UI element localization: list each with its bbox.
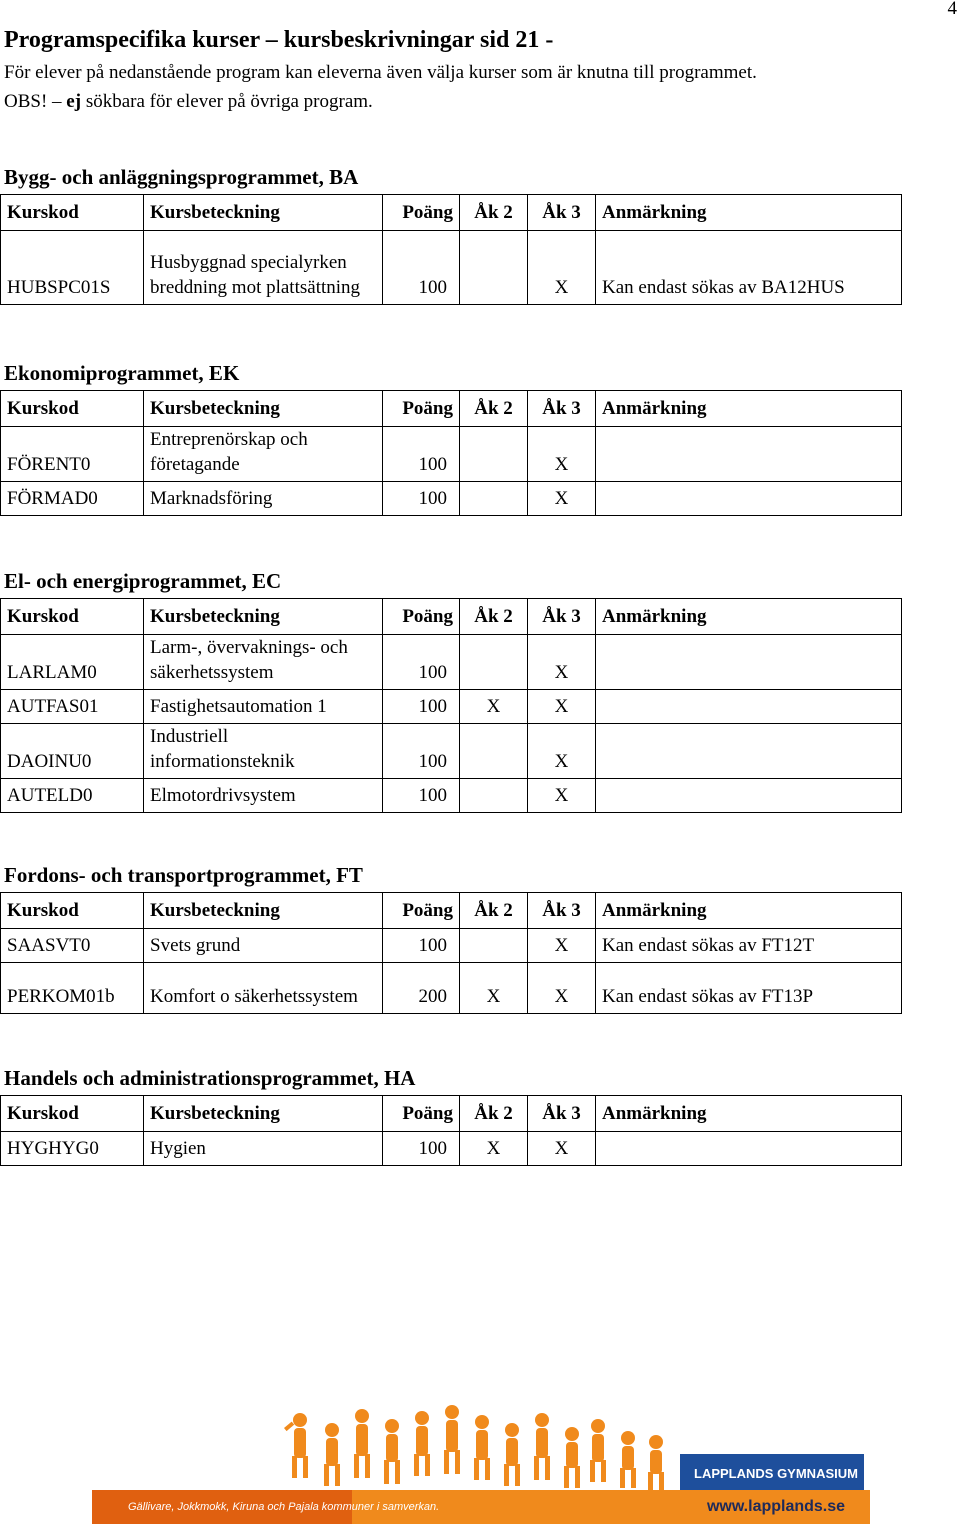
cell-kurskod: HYGHYG0 [1,1132,144,1166]
section-title: El- och energiprogrammet, EC [4,569,282,593]
cell-ak2 [460,929,528,963]
cell-kurskod: FÖRENT0 [1,427,144,482]
table-row [1,690,902,724]
cell-anmarkning [596,482,902,516]
intro-text [4,58,954,116]
cell-kursbeteckning: Entreprenörskap och företagande [144,427,383,482]
header-ak3: Åk 3 [528,893,596,929]
header-kursbeteckning: Kursbeteckning [144,195,383,231]
cell-poang: 200 [383,963,460,1014]
cell-ak3: X [528,231,596,305]
cell-kurskod: AUTELD0 [1,779,144,813]
table-header-row [1,599,902,635]
cell-anmarkning [596,1132,902,1166]
table-header-row [1,195,902,231]
cell-ak2: X [460,963,528,1014]
header-poang: Poäng [383,391,460,427]
section-title: Bygg- och anläggningsprogrammet, BA [4,165,359,189]
header-anmarkning: Anmärkning [596,599,902,635]
header-ak2: Åk 2 [460,1096,528,1132]
cell-kurskod: FÖRMAD0 [1,482,144,516]
cell-kursbeteckning: Komfort o säkerhetssystem [144,963,383,1014]
cell-kurskod: HUBSPC01S [1,231,144,305]
cell-ak2 [460,427,528,482]
cell-ak3: X [528,427,596,482]
table-header-row [1,1096,902,1132]
cell-ak3: X [528,963,596,1014]
section-ha [0,1065,902,1166]
header-kurskod: Kurskod [1,195,144,231]
section-ek [0,360,902,516]
course-table [0,1095,902,1166]
cell-kursbeteckning: Fastighetsautomation 1 [144,690,383,724]
header-anmarkning: Anmärkning [596,1096,902,1132]
section-ba [0,164,902,305]
header-kursbeteckning: Kursbeteckning [144,599,383,635]
footer-banner [92,1404,870,1524]
cell-ak3: X [528,929,596,963]
cell-poang: 100 [383,690,460,724]
people-silhouettes-icon [284,1405,664,1490]
cell-kursbeteckning: Husbyggnad specialyrken breddning mot plattsättning [144,231,383,305]
cell-ak3: X [528,635,596,690]
cell-kursbeteckning: Industriell informationsteknik [144,724,383,779]
obs-bold: ej [66,91,82,112]
cell-ak3: X [528,690,596,724]
cell-poang: 100 [383,929,460,963]
header-kursbeteckning: Kursbeteckning [144,391,383,427]
header-ak2: Åk 2 [460,893,528,929]
cell-ak3: X [528,482,596,516]
cell-kurskod: LARLAM0 [1,635,144,690]
page-title: Programspecifika kurser – kursbeskrivningar sid 21 - [4,27,554,53]
table-row [1,231,902,305]
table-header-row [1,391,902,427]
header-poang: Poäng [383,195,460,231]
header-ak3: Åk 3 [528,1096,596,1132]
table-row [1,482,902,516]
header-ak3: Åk 3 [528,391,596,427]
cell-ak2 [460,482,528,516]
header-kurskod: Kurskod [1,391,144,427]
cell-ak2: X [460,690,528,724]
cell-anmarkning [596,635,902,690]
header-ak2: Åk 2 [460,599,528,635]
table-row [1,427,902,482]
course-table [0,390,902,516]
cell-anmarkning: Kan endast sökas av FT13P [596,963,902,1014]
intro-line-1: För elever på nedanstående program kan eleverna även välja kurser som är knutna till programmet. [4,62,757,83]
table-header-row [1,893,902,929]
cell-kursbeteckning: Hygien [144,1132,383,1166]
cell-anmarkning [596,779,902,813]
table-row [1,724,902,779]
header-kursbeteckning: Kursbeteckning [144,893,383,929]
table-row [1,635,902,690]
header-kurskod: Kurskod [1,599,144,635]
header-poang: Poäng [383,1096,460,1132]
table-row [1,1132,902,1166]
header-kurskod: Kurskod [1,893,144,929]
header-ak2: Åk 2 [460,195,528,231]
header-anmarkning: Anmärkning [596,195,902,231]
cell-ak2 [460,231,528,305]
intro-line-2 [4,87,954,116]
cell-poang: 100 [383,482,460,516]
cell-ak2 [460,724,528,779]
cell-poang: 100 [383,635,460,690]
header-poang: Poäng [383,599,460,635]
cell-poang: 100 [383,779,460,813]
cell-kurskod: DAOINU0 [1,724,144,779]
section-title: Ekonomiprogrammet, EK [4,361,240,385]
cell-poang: 100 [383,1132,460,1166]
cell-kursbeteckning: Svets grund [144,929,383,963]
course-table [0,598,902,813]
cell-kurskod: AUTFAS01 [1,690,144,724]
obs-rest: sökbara för elever på övriga program. [81,91,373,112]
cell-anmarkning: Kan endast sökas av BA12HUS [596,231,902,305]
cell-anmarkning [596,724,902,779]
header-ak3: Åk 3 [528,599,596,635]
footer-url[interactable]: www.lapplands.se [706,1498,846,1515]
cell-anmarkning [596,690,902,724]
obs-prefix: OBS! – [4,91,67,112]
section-title: Fordons- och transportprogrammet, FT [4,863,363,887]
section-ec [0,568,902,813]
footer-tagline: Gällivare, Jokkmokk, Kiruna och Pajala kommuner i samverkan. [128,1501,440,1513]
cell-kursbeteckning: Elmotordrivsystem [144,779,383,813]
section-ft [0,862,902,1014]
cell-ak3: X [528,1132,596,1166]
cell-anmarkning: Kan endast sökas av FT12T [596,929,902,963]
cell-ak3: X [528,724,596,779]
cell-kursbeteckning: Marknadsföring [144,482,383,516]
header-ak3: Åk 3 [528,195,596,231]
cell-anmarkning [596,427,902,482]
cell-ak3: X [528,779,596,813]
header-kurskod: Kurskod [1,1096,144,1132]
page-number: 4 [947,0,957,19]
header-kursbeteckning: Kursbeteckning [144,1096,383,1132]
cell-poang: 100 [383,724,460,779]
section-title: Handels och administrationsprogrammet, HA [4,1066,416,1090]
cell-poang: 100 [383,427,460,482]
course-table [0,194,902,305]
cell-ak2 [460,635,528,690]
header-ak2: Åk 2 [460,391,528,427]
cell-kurskod: PERKOM01b [1,963,144,1014]
table-row [1,779,902,813]
header-anmarkning: Anmärkning [596,893,902,929]
header-anmarkning: Anmärkning [596,391,902,427]
brand-name: LAPPLANDS GYMNASIUM [694,1466,858,1481]
cell-poang: 100 [383,231,460,305]
course-table [0,892,902,1014]
cell-ak2: X [460,1132,528,1166]
header-poang: Poäng [383,893,460,929]
table-row [1,929,902,963]
cell-kursbeteckning: Larm-, övervaknings- och säkerhetssystem [144,635,383,690]
cell-ak2 [460,779,528,813]
cell-kurskod: SAASVT0 [1,929,144,963]
table-row [1,963,902,1014]
